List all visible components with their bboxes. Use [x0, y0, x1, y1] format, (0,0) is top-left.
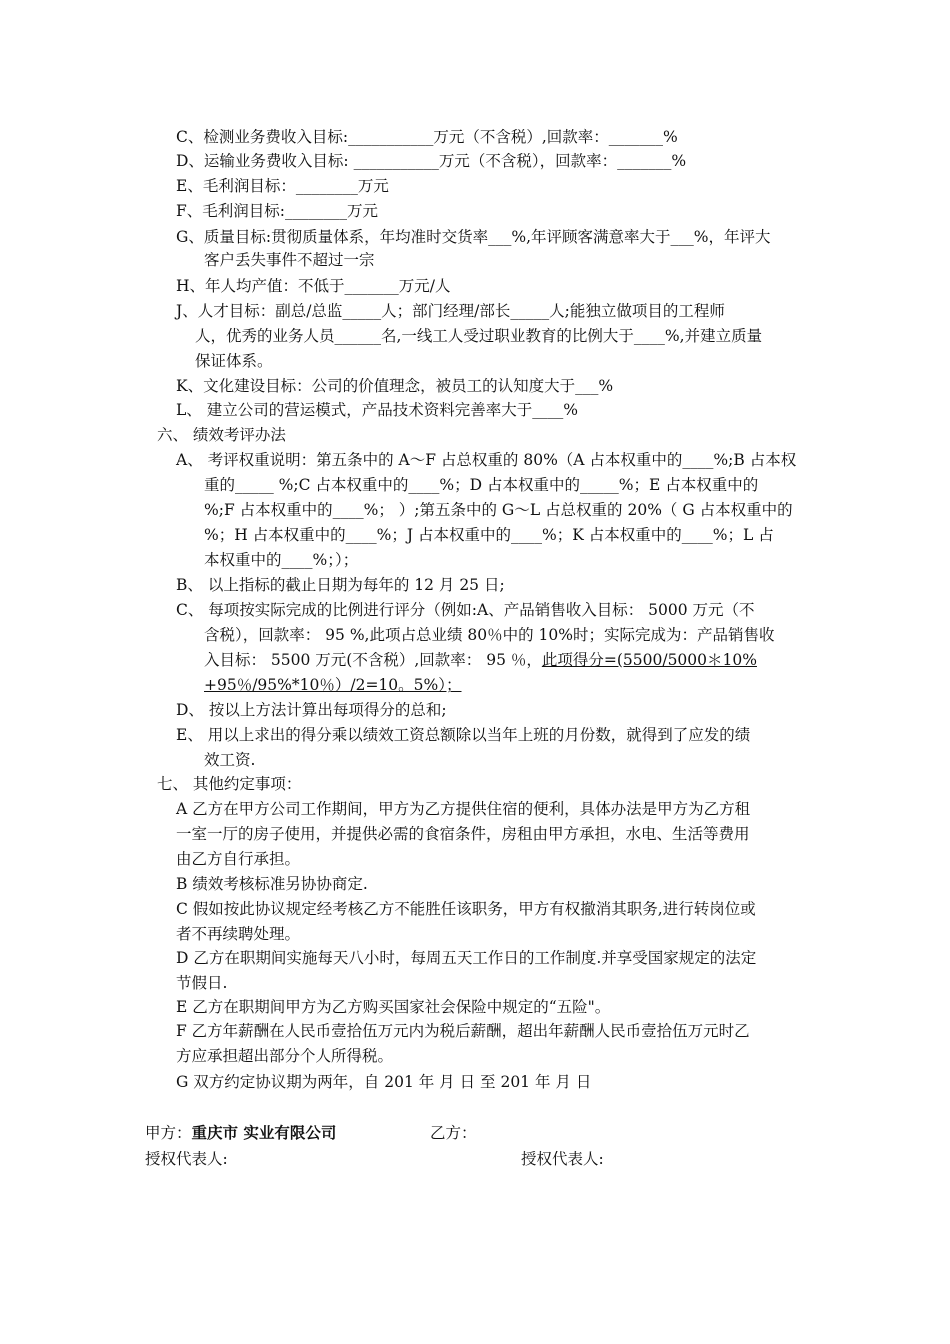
- line-6e-cont: 效工资.: [204, 751, 256, 769]
- party-a-name: 重庆市 实业有限公司: [191, 1123, 337, 1142]
- party-a: [145, 1122, 336, 1144]
- line-7a-cont2: 由乙方自行承担。: [176, 850, 301, 868]
- line-6c-cont1: 含税），回款率： 95 %,此项占总业绩 80％中的 10%时；实际完成为：产品销售收: [204, 626, 775, 644]
- party-a-representative: 授权代表人:: [145, 1150, 228, 1168]
- party-b-label: 乙方：: [430, 1124, 477, 1142]
- line-6a-weights: A、 考评权重说明：第五条中的 A～F 占总权重的 80%（A 占本权重中的____%;B 占本权: [176, 451, 797, 469]
- party-a-label: 甲方：: [145, 1124, 192, 1142]
- line-j-talent: J、人才目标：副总/总监_____人；部门经理/部长_____人;能独立做项目的工程师: [176, 302, 725, 320]
- line-6c-formula: +95％/95%*10％）/2=10。5%）；: [204, 676, 462, 694]
- line-6c-scoring: C、 每项按实际完成的比例进行评分（例如:A、产品销售收入目标： 5000 万元（不: [176, 601, 755, 619]
- line-g-quality-cont: 客户丢失事件不超过一宗: [204, 251, 375, 269]
- line-7g-term: G 双方约定协议期为两年，自 201 年 月 日 至 201 年 月 日: [176, 1073, 592, 1091]
- line-6a-cont1: 重的_____ %;C 占本权重中的____%；D 占本权重中的_____%；E 占本权重中的: [204, 476, 759, 494]
- line-e-gross-profit: E、毛利润目标：________万元: [176, 177, 389, 195]
- line-6e-salary: E、 用以上求出的得分乘以绩效工资总额除以当年上班的月份数，就得到了应发的绩: [176, 726, 751, 744]
- line-c-inspection: C、检测业务费收入目标:___________万元（不含税）,回款率：_______%: [176, 128, 678, 146]
- line-6d-sum: D、 按以上方法计算出每项得分的总和;: [176, 701, 447, 719]
- score-formula: 此项得分=(5500/5000＊10%: [541, 651, 757, 669]
- line-j-talent-cont1: 人，优秀的业务人员______名,一线工人受过职业教育的比例大于____%,并建立质量: [195, 327, 763, 345]
- line-f-gross-profit: F、毛利润目标:________万元: [176, 202, 378, 220]
- line-7c-cont: 者不再续聘处理。: [176, 925, 301, 943]
- line-6c-cont2-text: 入目标： 5500 万元(不含税）,回款率： 95 ％，: [204, 651, 542, 669]
- line-7e-insurance: E 乙方在职期间甲方为乙方购买国家社会保险中规定的“五险"。: [176, 998, 611, 1016]
- section-7-heading: 七、 其他约定事项：: [157, 775, 302, 793]
- line-k-culture: K、文化建设目标：公司的价值理念，被员工的认知度大于___%: [176, 377, 614, 395]
- line-7b-standard: B 绩效考核标准另协协商定.: [176, 875, 368, 893]
- line-g-quality: G、质量目标:贯彻质量体系，年均准时交货率___%,年评顾客满意率大于___%，年评大: [176, 228, 771, 246]
- line-7f-cont: 方应承担超出部分个人所得税。: [176, 1047, 394, 1065]
- line-6c-cont2: [204, 649, 757, 671]
- line-7f-salary-tax: F 乙方年薪酬在人民币壹拾伍万元内为税后薪酬，超出年薪酬人民币壹拾伍万元时乙: [176, 1022, 750, 1040]
- line-7c-dismissal: C 假如按此协议规定经考核乙方不能胜任该职务，甲方有权撤消其职务,进行转岗位或: [176, 900, 756, 918]
- line-7d-hours: D 乙方在职期间实施每天八小时，每周五天工作日的工作制度.并享受国家规定的法定: [176, 949, 757, 967]
- line-6a-cont2: %;F 占本权重中的____%； ）;第五条中的 G～L 占总权重的 20%（ G 占本权重中的: [204, 501, 793, 519]
- section-6-heading: 六、 绩效考评办法: [157, 426, 286, 444]
- line-7a-cont1: 一室一厅的房子使用，并提供必需的食宿条件，房租由甲方承担，水电、生活等费用: [176, 825, 750, 843]
- line-7a-housing: A 乙方在甲方公司工作期间，甲方为乙方提供住宿的便利，具体办法是甲方为乙方租: [176, 800, 751, 818]
- line-d-transport: D、运输业务费收入目标: ___________万元（不含税），回款率：_______%: [176, 152, 687, 170]
- line-6a-cont3: %；H 占本权重中的____%；J 占本权重中的____%；K 占本权重中的____%；L 占: [204, 526, 774, 544]
- line-6a-cont4: 本权重中的____%；）；: [204, 551, 359, 569]
- line-j-talent-cont2: 保证体系。: [195, 352, 273, 370]
- line-6b-deadline: B、 以上指标的截止日期为每年的 12 月 25 日;: [176, 576, 505, 594]
- party-b-representative: 授权代表人:: [521, 1150, 604, 1168]
- line-l-operation: L、 建立公司的营运模式，产品技术资料完善率大于____%: [176, 401, 578, 419]
- line-h-output: H、年人均产值：不低于_______万元/人: [176, 277, 451, 295]
- line-7d-cont: 节假日.: [176, 974, 228, 992]
